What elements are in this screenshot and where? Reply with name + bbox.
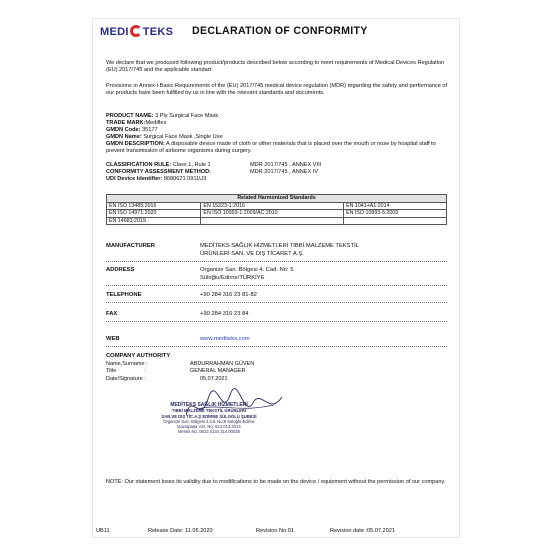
table-cell: EN ISO 13485:2016 (107, 202, 201, 210)
table-cell: EN ISO 14971:2020 (107, 210, 201, 218)
trade-mark-line: TRADE MARK:Mediflex (106, 120, 167, 126)
fax-label: FAX (106, 311, 118, 317)
intro-paragraph-1: We declare that we produced following product/products described below according to meet requirements of Medical Devices Regulation (EU) 2017/745 and the applicable standart (106, 60, 445, 74)
page-title: DECLARATION OF CONFORMITY (192, 25, 368, 37)
telephone-label: TELEPHONE (106, 292, 142, 298)
manufacturer-label: MANUFACTURER (106, 243, 155, 249)
table-row (107, 210, 447, 218)
title-value: GENERAL MANAGER (190, 368, 246, 374)
logo-text: MEDI TEKS (100, 26, 174, 38)
classification-rule-ref: MDR 2017/745 , ANNEX VIII (250, 162, 322, 168)
conformity-method-ref: MDR 2017/745 , ANNEX IV (250, 169, 319, 175)
divider (106, 302, 447, 303)
address-label: ADDRESS (106, 267, 135, 273)
divider (106, 321, 447, 322)
harmonized-standards-table (106, 194, 447, 225)
date-value: 05.07.2021 (200, 376, 228, 382)
company-stamp: MEDİTEKS SAĞLIK HİZMETLERİ TIBBİ MALZEME TEKSTİL ÜRÜNLERİ SAN.VE DIŞ TİC.A.Ş EDİRNE SÜLOĞLU ŞUBESİ Organize San. Bölgesi 4.Cd. No:5 Süloğlu-Edirne Davutpaşa V.D. No: 613 013 4314 Mersis No: 0613 0134 314 00035 (161, 402, 257, 435)
table-cell (344, 217, 447, 225)
gmdn-description-line: GMDN DESCRIPTION: A disposable device made of cloth or other materials that is placed over the mouth or nose by hospital staff to prevent transmission of airborne organisms during surgery. (106, 141, 436, 155)
name-value: ABDURRAHMAN GÜVEN (190, 361, 255, 367)
title-label: Title : (106, 368, 146, 374)
logo-c-mark-icon (130, 25, 142, 37)
date-label: Date/Signature : (106, 376, 146, 382)
table-cell: EN 15223-1:2016 (201, 202, 344, 210)
gmdn-code-line: GMDN Code: 35177 (106, 127, 158, 133)
table-row (107, 217, 447, 225)
company-authority-heading: COMPANY AUTHORITY (106, 353, 171, 359)
classification-rule-line: CLASSIFICATION RULE: Class 1, Rule 1 (106, 162, 211, 168)
footer-code: UB11 (96, 528, 110, 534)
table-cell: EN 14683:2019 (107, 217, 201, 225)
name-label: Name,Surname : (106, 361, 148, 367)
divider (106, 346, 447, 347)
footer-revision-date: Revision date :05.07.2021 (330, 528, 395, 534)
intro-paragraph-2: Provisions in Annex-I Basic Requirements of the (EU) 2017/745 medical device regulation (MDR) regarding the safety and performance of our products have been fulfilled by us in line with the relevant standards and documents. (106, 83, 448, 97)
udi-line: UDI Device Identifier: 8680621 0911U3 (106, 176, 207, 182)
web-link[interactable]: www.mediteks.com (200, 336, 250, 342)
footer-release-date: Release Date: 11.05.2020 (148, 528, 213, 534)
web-label: WEB (106, 336, 120, 342)
product-name-line: PRODUCT NAME: 3 Ply Surgical Face Mask (106, 113, 219, 119)
table-cell (201, 217, 344, 225)
divider (106, 261, 447, 262)
standards-heading: Related Harmonized Standards (107, 195, 447, 203)
conformity-method-line: CONFORMITY ASSESSMENT METHOD: (106, 169, 212, 175)
fax-value: +90 284 316 23 84 (200, 311, 249, 317)
telephone-value: +90 284 316 23 81-82 (200, 292, 257, 298)
table-cell: EN ISO 10993-5:2009 (344, 210, 447, 218)
table-row (107, 202, 447, 210)
table-cell: EN ISO 10993-1:2009/AC:2010 (201, 210, 344, 218)
company-logo (100, 22, 180, 40)
manufacturer-value: MEDİTEKS SAĞLIK HİZMETLERİ TIBBİ MALZEME TEKSTİL ÜRÜNLERİ SAN. VE DIŞ TİCARET A.Ş. (200, 243, 359, 257)
table-cell: EN 1041+A1:2014 (344, 202, 447, 210)
footer-revision-no: Revision No:01 (256, 528, 294, 534)
divider (106, 285, 447, 286)
note-text: NOTE: Our statement loses its validity due to modifications to be made on the device / equipment without the permission of our company. (106, 479, 446, 485)
address-value: Organize San. Bölgesi 4. Cad. No: 5 Süloğlu/Edirne/TÜRKİYE (200, 267, 294, 281)
gmdn-name-line: GMDN Name: Surgical Face Mask ,Single Use (106, 134, 223, 140)
